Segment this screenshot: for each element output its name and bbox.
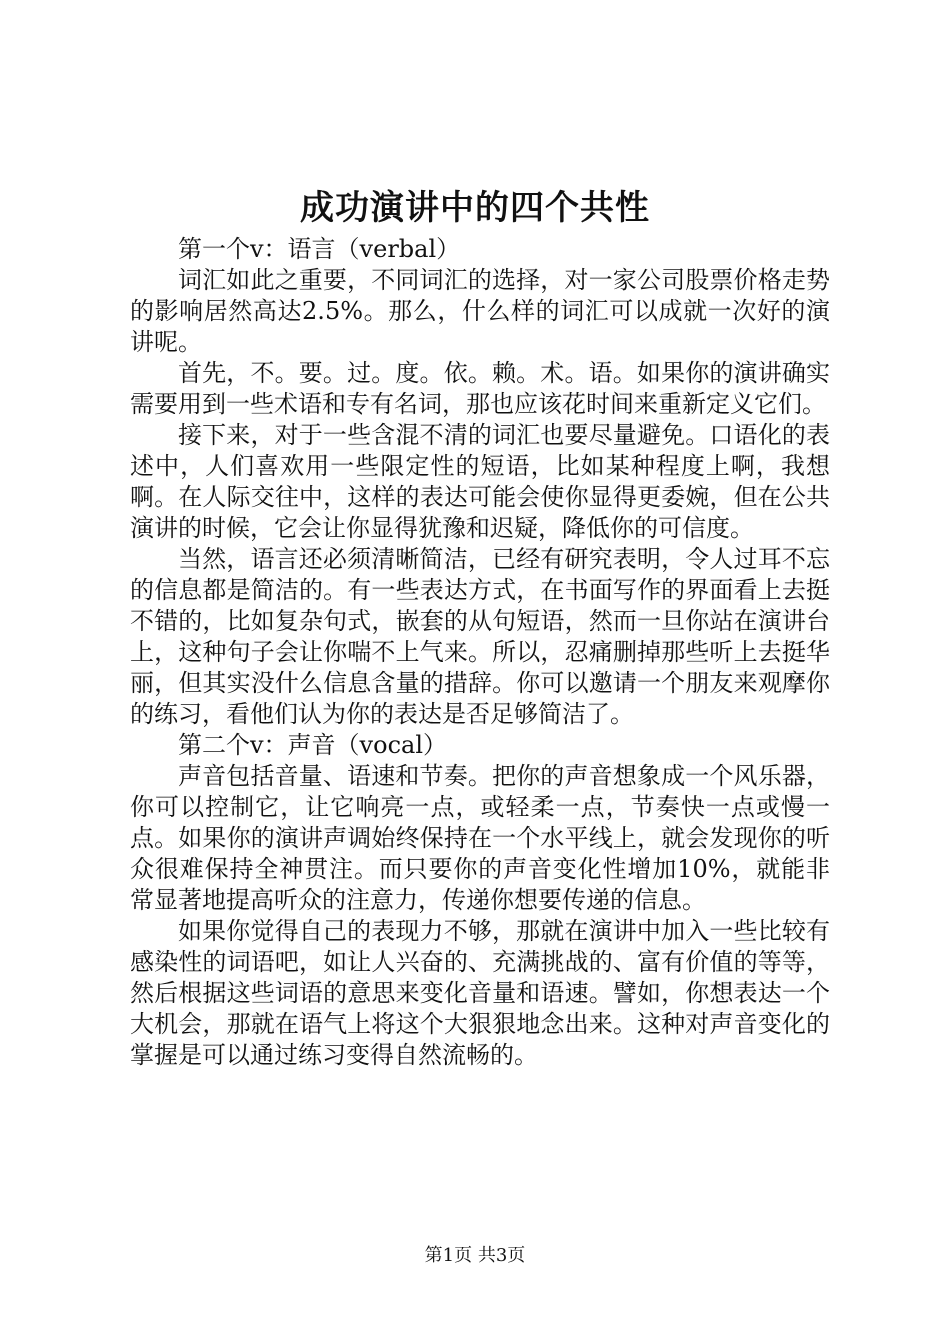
document-title: 成功演讲中的四个共性 <box>300 188 650 228</box>
paragraph: 首先，不。要。过。度。依。赖。术。语。如果你的演讲确实需要用到一些术语和专有名词，那也应该花时间来重新定义它们。 <box>130 359 830 418</box>
section-heading: 第二个v：声音（vocal） <box>178 731 447 759</box>
paragraph: 如果你觉得自己的表现力不够，那就在演讲中加入一些比较有感染性的词语吧，如让人兴奋的、充满挑战的、富有价值的等等，然后根据这些词语的意思来变化音量和语速。譬如，你想表达一个大机会，那就在语气上将这个大狠狠地念出来。这种对声音变化的掌握是可以通过练习变得自然流畅的。 <box>130 917 830 1069</box>
page-number-footer: 第1页 共3页 <box>424 1245 526 1266</box>
document-body <box>130 234 830 1071</box>
section-heading: 第一个v：语言（verbal） <box>178 235 461 263</box>
paragraph: 声音包括音量、语速和节奏。把你的声音想象成一个风乐器，你可以控制它，让它响亮一点，或轻柔一点，节奏快一点或慢一点。如果你的演讲声调始终保持在一个水平线上，就会发现你的听众很难保持全神贯注。而只要你的声音变化性增加10%，就能非常显著地提高听众的注意力，传递你想要传递的信息。 <box>130 762 830 914</box>
paragraph: 接下来，对于一些含混不清的词汇也要尽量避免。口语化的表述中，人们喜欢用一些限定性的短语，比如某种程度上啊，我想啊。在人际交往中，这样的表达可能会使你显得更委婉，但在公共演讲的时候，它会让你显得犹豫和迟疑，降低你的可信度。 <box>130 421 830 542</box>
paragraph: 词汇如此之重要，不同词汇的选择，对一家公司股票价格走势的影响居然高达2.5%。那么，什么样的词汇可以成就一次好的演讲呢。 <box>130 266 830 356</box>
paragraph: 当然，语言还必须清晰简洁，已经有研究表明，令人过耳不忘的信息都是简洁的。有一些表达方式，在书面写作的界面看上去挺不错的，比如复杂句式，嵌套的从句短语，然而一旦你站在演讲台上，这种句子会让你喘不上气来。所以，忍痛删掉那些听上去挺华丽，但其实没什么信息含量的措辞。你可以邀请一个朋友来观摩你的练习，看他们认为你的表达是否足够简洁了。 <box>130 545 830 728</box>
